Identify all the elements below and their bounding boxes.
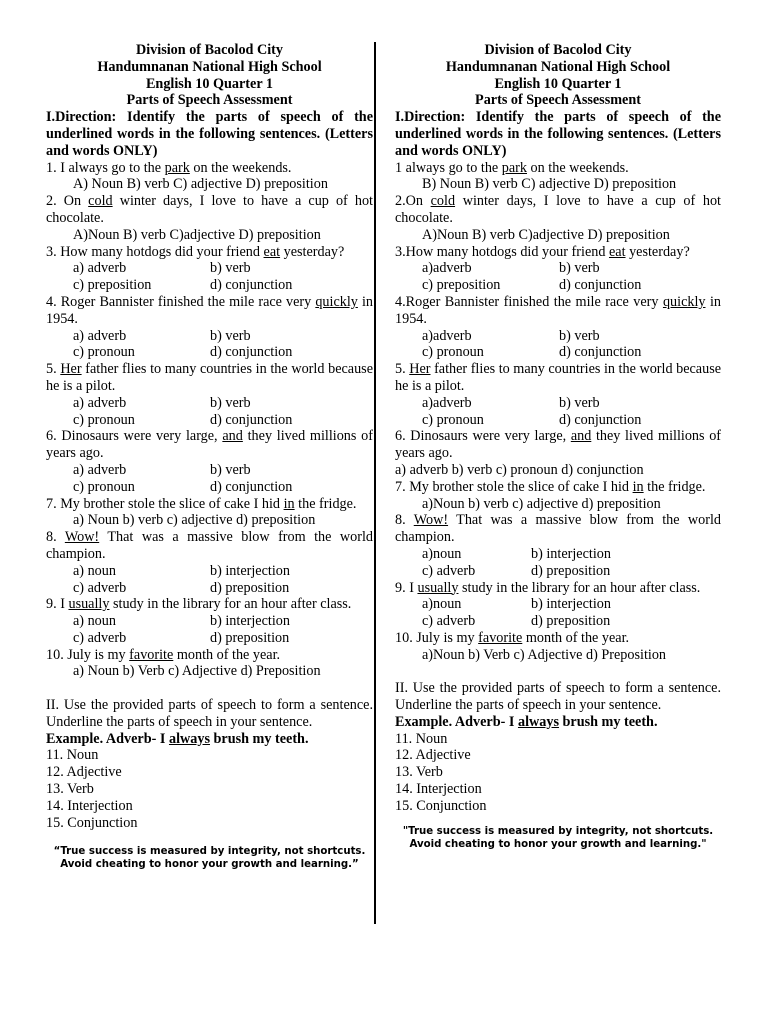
underlined-word: always: [517, 713, 559, 730]
part-2-direction: II. Use the provided parts of speech to form a sentence. Underline the parts of speech in your sentence.: [46, 697, 373, 730]
underlined-word: eat: [263, 243, 281, 260]
underlined-word: Her: [60, 361, 82, 378]
question-9: 9. I usually study in the library for an hour after class.: [46, 596, 352, 613]
underlined-word: Wow!: [413, 512, 449, 529]
underlined-word: always: [168, 730, 210, 747]
question-6: 6. Dinosaurs were very large, and they lived millions of years ago.: [395, 428, 722, 462]
question-1-options: B) Noun B) verb C) adjective D) preposition: [422, 176, 677, 193]
school-name: Handumnanan National High School: [97, 58, 322, 75]
left-column: [46, 42, 373, 871]
question-1: 1. I always go to the park on the weekends.: [46, 159, 292, 176]
question-7: 7. My brother stole the slice of cake I hid in the fridge.: [46, 495, 357, 512]
question-6-options: a) adverb b) verb c) pronoun d) conjunction: [395, 461, 644, 478]
question-1: 1 always go to the park on the weekends.: [395, 159, 629, 176]
question-2-options: A)Noun B) verb C)adjective D) preposition: [73, 226, 321, 243]
question-5-options: a)adverb b) verb c) pronoun d) conjunction: [422, 394, 642, 428]
right-column: [395, 42, 721, 851]
question-4-options: a) adverb b) verb c) pronoun d) conjunction: [73, 327, 293, 361]
item-13: 13. Verb: [395, 764, 443, 781]
question-5: 5. Her father flies to many countries in the world because he is a pilot.: [395, 361, 722, 394]
direction-text: I.Direction: Identify the parts of speech of the underlined words in the following sentences. (Letters and words ONLY): [395, 109, 721, 159]
question-3-options: a)adverb b) verb c) preposition d) conjunction: [422, 260, 642, 294]
question-5-options: a) adverb b) verb c) pronoun d) conjunction: [73, 394, 293, 428]
question-10-options: a)Noun b) Verb c) Adjective d) Preposition: [422, 646, 667, 663]
item-11: 11. Noun: [395, 730, 448, 747]
question-9-options: a) noun b) interjection c) adverb d) preposition: [73, 613, 290, 646]
item-12: 12. Adjective: [46, 764, 122, 781]
assessment-title: Parts of Speech Assessment: [475, 92, 641, 109]
question-10: 10. July is my favorite month of the year.: [46, 646, 281, 663]
school-name: Handumnanan National High School: [445, 58, 671, 75]
item-14: 14. Interjection: [395, 781, 482, 798]
underlined-word: quickly: [315, 293, 358, 310]
underlined-word: favorite: [129, 646, 174, 663]
question-2: 2. On cold winter days, I love to have a cup of hot chocolate.: [46, 193, 374, 226]
question-3: 3. How many hotdogs did your friend eat yesterday?: [46, 243, 345, 260]
division-name: Division of Bacolod City: [484, 42, 632, 58]
question-6-options: a) adverb b) verb c) pronoun d) conjunction: [73, 461, 293, 495]
question-6: 6. Dinosaurs were very large, and they lived millions of years ago.: [46, 428, 373, 462]
question-4: 4.Roger Bannister finished the mile race very quickly in 1954.: [395, 293, 721, 327]
part-2-direction: II. Use the provided parts of speech to form a sentence. Underline the parts of speech in your sentence.: [395, 680, 721, 714]
question-8: 8. Wow! That was a massive blow from the world champion.: [395, 512, 721, 546]
question-4: 4. Roger Bannister finished the mile race very quickly in 1954.: [46, 293, 373, 327]
underlined-word: quickly: [662, 293, 706, 310]
underlined-word: cold: [430, 193, 456, 210]
question-2-options: A)Noun B) verb C)adjective D) preposition: [422, 226, 670, 243]
underlined-word: eat: [608, 243, 626, 260]
underlined-word: park: [164, 159, 190, 176]
question-5: 5. Her father flies to many countries in the world because he is a pilot.: [46, 361, 374, 394]
underlined-word: in: [283, 495, 295, 512]
underlined-word: Wow!: [64, 529, 100, 546]
column-divider: [374, 42, 376, 924]
item-15: 15. Conjunction: [395, 797, 487, 814]
question-10: 10. July is my favorite month of the year.: [395, 629, 630, 646]
question-7-options: a) Noun b) verb c) adjective d) preposition: [73, 512, 316, 529]
question-7-options: a)Noun b) verb c) adjective d) preposition: [422, 495, 661, 512]
question-9-options: a)noun b) interjection c) adverb d) preposition: [422, 596, 611, 630]
direction-text: I.Direction: Identify the parts of speech of the underlined words in the following sentences. (Letters and words ONLY): [46, 109, 373, 159]
question-4-options: a)adverb b) verb c) pronoun d) conjunction: [422, 327, 642, 361]
underlined-word: favorite: [478, 629, 523, 646]
assessment-title: Parts of Speech Assessment: [126, 92, 293, 109]
underlined-word: and: [570, 428, 592, 445]
example-sentence: Example. Adverb- I always brush my teeth.: [46, 730, 309, 747]
integrity-quote: “True success is measured by integrity, not shortcuts. Avoid cheating to honor your growth and learning.”: [53, 846, 366, 871]
underlined-word: and: [222, 428, 243, 445]
question-8-options: a)noun b) interjection c) adverb d) preposition: [422, 545, 611, 579]
underlined-word: usually: [417, 579, 459, 596]
underlined-word: Her: [409, 361, 431, 378]
underlined-word: usually: [68, 596, 110, 613]
question-9: 9. I usually study in the library for an hour after class.: [395, 579, 701, 596]
item-15: 15. Conjunction: [46, 814, 138, 831]
item-14: 14. Interjection: [46, 797, 133, 814]
item-12: 12. Adjective: [395, 747, 471, 764]
question-3: 3.How many hotdogs did your friend eat yesterday?: [395, 243, 690, 260]
underlined-word: in: [632, 478, 644, 495]
subject-quarter: English 10 Quarter 1: [494, 75, 622, 92]
underlined-word: cold: [88, 193, 113, 210]
item-13: 13. Verb: [46, 781, 94, 798]
underlined-word: park: [501, 159, 527, 176]
question-8: 8. Wow! That was a massive blow from the world champion.: [46, 529, 373, 562]
question-2: 2.On cold winter days, I love to have a cup of hot chocolate.: [395, 193, 721, 226]
integrity-quote: "True success is measured by integrity, not shortcuts. Avoid cheating to honor your growth and learning.": [402, 825, 714, 850]
question-7: 7. My brother stole the slice of cake I hid in the fridge.: [395, 478, 706, 495]
division-name: Division of Bacolod City: [135, 42, 283, 58]
subject-quarter: English 10 Quarter 1: [145, 75, 274, 92]
item-11: 11. Noun: [46, 747, 99, 764]
question-8-options: a) noun b) interjection c) adverb d) preposition: [73, 562, 290, 596]
question-3-options: a) adverb b) verb c) preposition d) conjunction: [73, 260, 293, 294]
example-sentence: Example. Adverb- I always brush my teeth.: [395, 713, 658, 730]
question-1-options: A) Noun B) verb C) adjective D) preposition: [73, 176, 328, 193]
question-10-options: a) Noun b) Verb c) Adjective d) Preposition: [73, 663, 321, 680]
